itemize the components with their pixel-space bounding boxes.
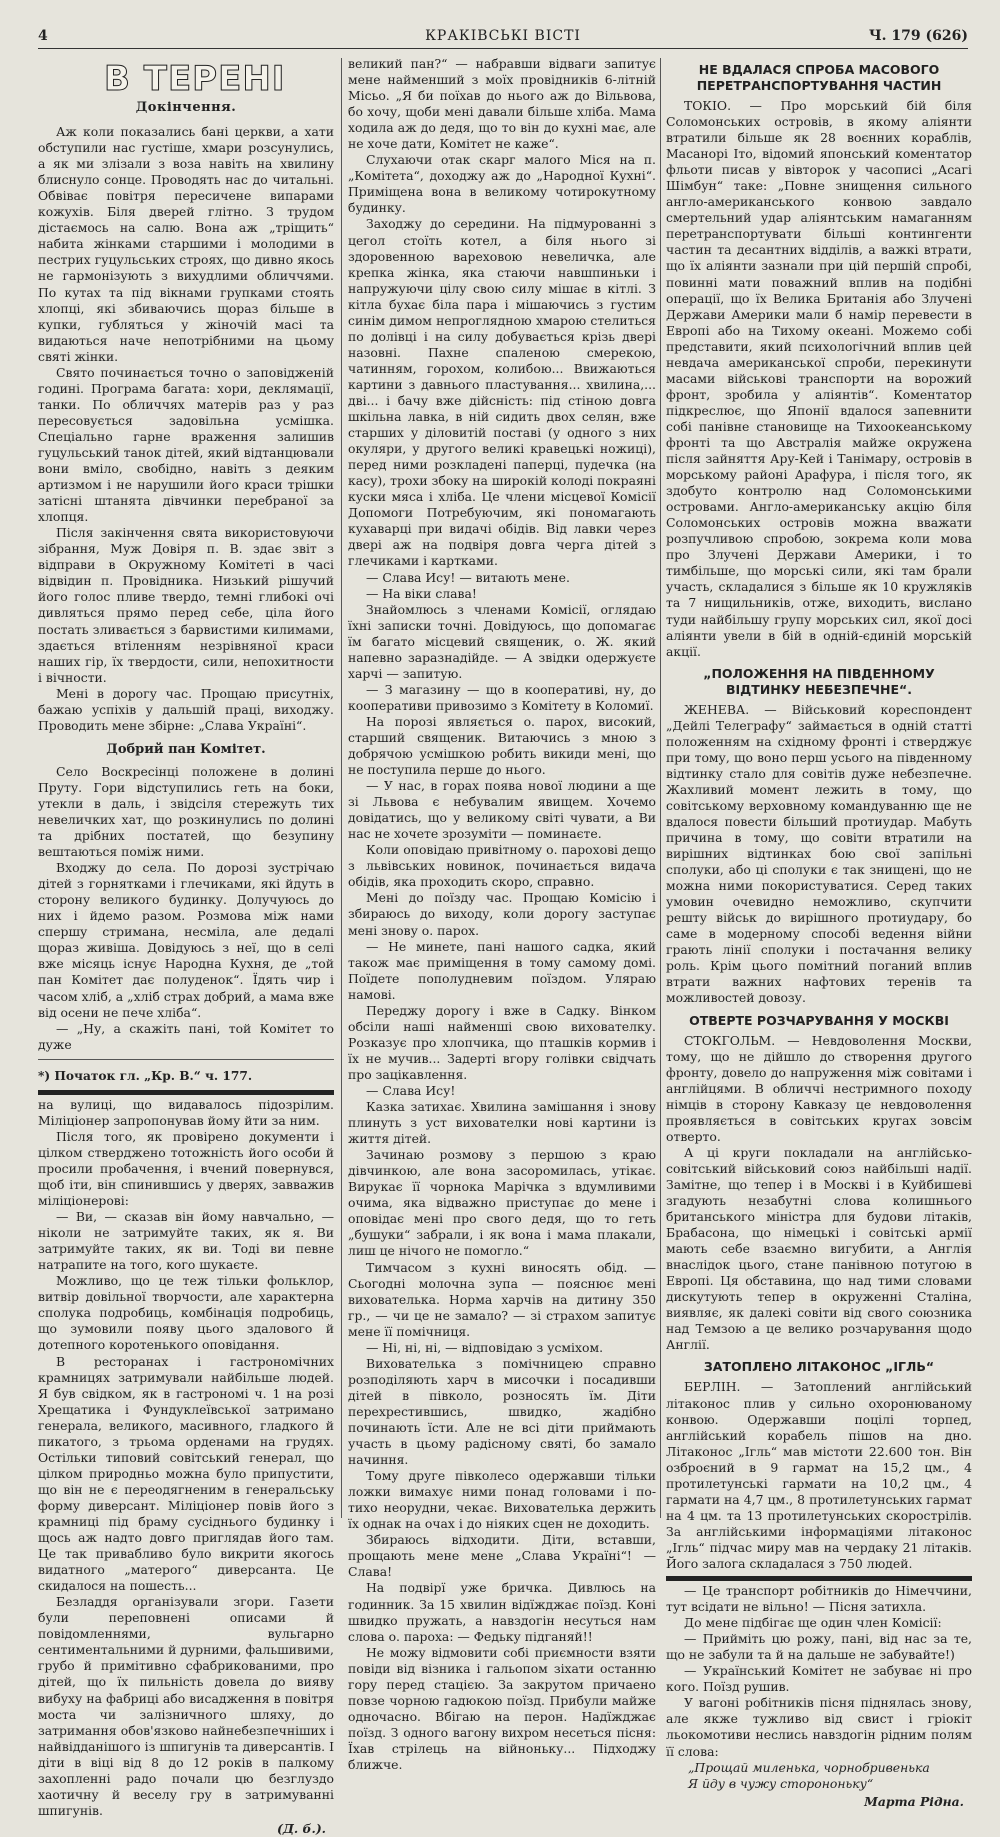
paragraph: — У нас, в горах поява нової людини а ще зі Львова є небувалим явищем. Хочемо довідатись, що у великому світі чувати, а Ви нас не хочете зрозуміти — поминаєте. [348, 778, 656, 842]
paragraph: На подвірї уже бричка. Дивлюсь на годинник. За 15 хвилин відїжджає поїзд. Коні швидко пружать, а навздогін несуться нам слова о. пароха: — Федьку підганяй!! [348, 1580, 656, 1644]
paragraph: Тимчасом з кухні виносять обід. — Сьогодні молочна зупа — пояснює мені вихователька. Норма харчів на дитину 350 гр., — чи це не замало? — зі страхом запитує мене її помічниця. [348, 1259, 656, 1339]
paragraph: — Це транспорт робітників до Німеччини, тут всідати не вільно! — Пісня затихла. [666, 1583, 972, 1615]
divider [38, 1059, 334, 1060]
paragraph: Можливо, що це теж тільки фольклор, витвір довільної творчости, але характерна сполука подробиць, комбінація подробиць, що зумовили появу цього здалового й дотепного коротенького оповідання. [38, 1273, 334, 1353]
paragraph: Безладдя організували згори. Газети були переповнені описами й повідомленнями, вульгарно сентиментальними й дурними, фальшивими, грубо й примітивно сфабрикованими, про дітей, що їх пильність довела до вияву вибуху на фабриці або висадження в повітря моста чи залізничного шляху, до затримання обов'язково найнебезпечніших і найвідданішого із шпигунів та диверсантів. І діти в віці від 8 до 12 років в палкому захопленні радо почали цю безглуздо хаотичну й веселу гру в затримуванні шпигунів. [38, 1594, 334, 1818]
column-divider [341, 58, 342, 1518]
paragraph: великий пан?“ — набравши відваги запитує мене найменший з моїх провідників 6-літній Місьо. „Я би поїхав до нього аж до Вільвова, бо хочу, щоби мені давали більше хліба. Мама ходила аж до дедя, що то він до кухні має, але не хоче дати, Комітет не каже“. [348, 56, 656, 152]
paragraph: Після закінчення свята використовуючи зібрання, Муж Довіря п. В. здає звіт з відправи в Окружному Комітеті в часі відвідин п. Провідника. Низький рішучий його голос пливе твердо, темні глибокі очі дивляться прямо перед себе, ціла його постать зливається з барвистими килимами, здається втіленням незрівняної краси наших гір, їх твердости, сили, непохитности і вічности. [38, 525, 334, 685]
paragraph: На порозі являється о. парох, високий, старший священик. Витаючись з мною з добрячою усмішкою робить викиди мені, що не поступила перше до нього. [348, 713, 656, 778]
newspaper-title: КРАКІВСЬКІ ВІСТІ [425, 28, 581, 44]
paragraph: ЖЕНЕВА. — Військовий кореспондент „Дейлі Телеграфу“ займається в одній статті положенням на східному фронті і стверджує при тому, що воно перш усього на південному відтинку стало для совітів дуже небезпечне. Жахливий момент лежить в тому, що совітському верховному командуванню ще не вдалося повести більший протиудар. Мабуть причина в тому, що совіти втратили на вирішних відтинках бою свої запільні сполуки, або ці сполуки є так знищені, що не можна ними покористуватися. Серед таких умовин очевидно неможливо, скупчити решту військ до вирішного протиудару, бо саме в модерному способі ведення війни грають лінії сполуки і постачання велику роль. Крім цього помітний поганий вплив втрати важних нафтових теренів та можливостей довозу. [666, 701, 972, 1006]
paragraph: У вагоні робітників пісня піднялась знову, але якже тужливо від свист і гріокіт льокомотиви неслись навздогін рідним полям її слова: [666, 1695, 972, 1759]
paragraph: на вулиці, що видавалось підозрілим. Міліціонер запропонував йому йти за ним. [38, 1096, 334, 1128]
masthead [38, 24, 968, 49]
issue-number: Ч. 179 (626) [868, 28, 968, 44]
article-headline: НЕ ВДАЛАСЯ СПРОБА МАСОВОГО ПЕРЕТРАНСПОРТУВАННЯ ЧАСТИН [696, 62, 942, 93]
article-title: В ТЕРЕНІ [104, 59, 286, 99]
paragraph: — Прийміть цю рожу, пані, від нас за те, що не забули та й на дальше не забувайте!) [666, 1631, 972, 1663]
column-2 [348, 56, 656, 1772]
paragraph: — З магазину — що в кооперативі, ну, до кооперативи привозимо з Комітету в Коломиї. [348, 681, 656, 713]
paragraph: Слухаючи отак скарг малого Міся на п. „Комітета“, доходжу аж до „Народної Кухні“. Приміщена вона в великому чотирокутному будинку. [348, 152, 656, 216]
paragraph: — Слава Ису! — витають мене. [366, 569, 570, 585]
column-1 [38, 56, 334, 1836]
paragraph: Коли оповідаю привітному о. парохові дещо з львівських новинок, починається видача обідів, яка проходить скоро, справно. [348, 842, 656, 890]
column-divider [660, 58, 661, 1518]
paragraph: — На віки слава! [366, 585, 477, 601]
paragraph: А ці круги покладали на англійсько-совітський військовий союз найбільші надії. Замітне, що тепер і в Москві і в Куйбишеві згадують незабутні слова колишнього британського міністра для будови літаків, Брабасона, що німецькі і совітські армії мають себе взаємно вигубити, а Англія внаслідок цього, стане панівною потугою в Европі. Ця обставина, що над тими словами дискутують тепер в окруженні Сталіна, виявляє, як далекі совіти від свого союзника над Темзою а це велико розчарування щодо Англії. [666, 1144, 972, 1353]
paragraph: В ресторанах і гастрономічних крамницях затримували найбільше людей. Я був свідком, як в гастрономі ч. 1 на розі Хрещатика і Фундуклеївської затримано генерала, великого, масивного, гладкого й пикатого, з трьома орденами на грудях. Остільки типовий совітський генерал, що цілком природньо можна було припустити, що він не є переодягненим в генеральську форму диверсант. Міліціонер повів його з крамниці під браму сусіднього будинку і щось аж надто довго приглядав його там. Це так привабливо було викрити якогось видатного „матерого“ диверсанта. Це скидалося на пошесть... [38, 1353, 334, 1594]
column-3 [666, 56, 972, 1809]
paragraph: — Ви, — сказав він йому навчально, — ніколи не затримуйте таких, як я. Ви затримуйте таких, як ви. Тоді ви певне натрапите на того, кого шукаєте. [38, 1209, 334, 1273]
paragraph: Аж коли показались бані церкви, а хати обступили нас густіше, хмари розсунулись, а як ми злізали з воза навіть на хвилину блиснуло сонце. Проводять нас до читальні. Обвіває повітря пересичене випарами кожухів. Біля дверей глітно. З трудом дістаємось на салю. Вона аж „тріщить“ набита жінками старшими і молодими в пестрих гуцульських строях, що дивно якось не гармонізують з вихудлими обличчями. По кутах та під вікнами групками стоять хлопці, які збиваючись щораз більше в купки, губляться у жіночій масі та видаються наче непотрібними на цьому святі жінки. [38, 124, 334, 364]
paragraph: Казка затихає. Хвилина замішання і знову плинуть з уст вихователки нові картини із життя дітей. [348, 1099, 656, 1147]
paragraph: Мені до поїзду час. Прощаю Комісію і збираюсь до виходу, коли дорогу заступає мені знову о. парох. [348, 890, 656, 938]
divider [38, 1090, 334, 1095]
paragraph: Входжу до села. По дорозі зустрічаю дітей з горнятками і глечиками, які йдуть в сторону великого будинку. Долучуюсь до них і йдемо разом. Розмова між нами спершу стримана, несміла, але дедалі щораз живіша. Довідуюсь з неї, що в селі вже місяць існує Народна Кухня, де „той пан Комітет дає полуденок“. Їдять чир і часом хліб, а „хліб страх добрий, а мама вже від осени не пече хліба“. [38, 860, 334, 1020]
article-subtitle: Докінчення. [135, 100, 237, 115]
article-headline: „ПОЛОЖЕННЯ НА ПІВДЕННОМУ ВІДТИНКУ НЕБЕЗПЕЧНЕ“. [703, 665, 935, 697]
paragraph: Свято починається точно о заповідженій годині. Програма багата: хори, деклямації, танки. По обличчях матерів раз у раз пересовується задовільна усмішка. Спеціально гарне враження залишив гуцульський танок дітей, який відтанцювали вони вміло, свобідно, навіть з деяким артизмом і не нарушили його краси трішки затісні штанята дівчинки перебраної за хлопця. [38, 364, 334, 525]
divider [666, 1576, 972, 1581]
paragraph: БЕРЛІН. — Затоплений англійський літаконос плив у сильно охоронюваному конвою. Одержавши поцілі торпед, англійський корабель пішов на дно. Літаконос „Ігль“ мав містоти 22.600 тон. Він озброєний в 9 гармат на 15,2 цм., 4 протилетунські гармати на 10,2 цм., 4 гармати на 4,7 цм., 8 протилетунських гармат на 4 цм. та 13 протилетунських скорострілів. За англійськими інформаціями літаконос „Ігль“ підчас миру мав на чердаку 21 літаків. Його залога складалася з 750 людей. [666, 1379, 972, 1571]
footnote: *) Початок гл. „Кр. В.“ ч. 177. [38, 1068, 253, 1083]
page-number: 4 [38, 28, 48, 44]
paragraph: — „Ну, а скажіть пані, той Комітет то дуже [38, 1020, 334, 1052]
paragraph: Переджу дорогу і вже в Садку. Вінком обсіли наші найменші свою вихователку. Розказує про хлопчика, що пташків кормив і їх не мучив... Задерті вгору голівки свідчать про зацікавлення. [348, 1002, 656, 1082]
paragraph: — Український Комітет не забуває ні про кого. Поїзд рушив. [666, 1663, 972, 1695]
paragraph: ТОКІО. — Про морський бій біля Соломонських островів, в якому аліянти втратили більше як 28 воєнних кораблів, Масанорі Іто, відомий японський коментатор фльоти писав у вівторок у часописі „Асагі Шімбун“ таке: „Повне знищення сильного англо-американського конвою завдало смертельний удар аліянтським намаганням перетранспортувати більші контингенти частин та десантних відділів, а важкі втрати, що їх аліянти зазнали при цій першій спробі, повинні мати поважний вплив на подібні операції, що їх Велика Британія або Злучені Держави Америки мали б намір перевести в Европі або на Тихому океані. Можемо собі представити, який психологічний вплив цей невдача американської спроби, перекинути масами військові транспорти на ворожий фронт, зробила у аліянтів“. Коментатор підкреслює, що Японії вдалося запевнити собі панівне становище на Тихоокеанському фронті та що Австралія майже окружена після зайняття Ару-Кей і Танімару, островів в морському районі Арафура, і після того, як здобуто контролю над Соломонськими островами. Англо-американську акцію біля Соломонських островів можна вважати розпучливою спробою, зокрема коли мова про Злучені Держави Америки, і то тимбільше, що морські сили, які там брали участь, складалися з більше як 10 кружляків та 7 нищильників, отже, виходить, вислано туди найбільшу групу морських сил, якої досі аліянти увели в бій в одній-єдиній морській акції. [666, 98, 972, 659]
paragraph: Зачинаю розмову з першою з краю дівчинкою, але вона засоромилась, утікає. Вирукає її чорнока Марічка з вдумливими очима, яка відважно приступає до мене і оповідає мені про свого дедя, що то геть „бушуки“ забрали, і як вона і мама плакали, лиш це нічого не помогло.“ [348, 1147, 656, 1259]
author-signature: Марта Рідна. [864, 1793, 964, 1809]
verse-line: Я йду в чужу сторононьку“ [688, 1775, 874, 1791]
verse-line: „Прощай миленька, чорнобривенька [688, 1759, 930, 1775]
paragraph: Не можу відмовити собі приємности взяти повіди від візника і гальопом зіхати останню гору перед стацією. За закрутом причаено повзе чорною гадюкою поїзд. Прибули майже одночасно. Вбігаю на перон. Надїжджає поїзд. З одного вагону вихром несеться пісня: Їхав стрілець на війноньку... Підходжу ближче. [348, 1644, 656, 1772]
paragraph: Мені в дорогу час. Прощаю присутніх, бажаю успіхів у дальшій праці, виходжу. Проводить мене збірне: „Слава Україні“. [38, 685, 334, 733]
paragraph: Заходжу до середини. На підмурованні з цегол стоїть котел, а біля нього зі здоровенною вареховою невеличка, але крепка жінка, яка стаючи навшпиньки і напружуючи цілу свою силу мішає в кітлі. З кітла бухає біла пара і мішаючись з густим синім димом непроглядною хмарою стелиться по долівці і на силу добувається крізь двері назовні. Пахне спаленою смерекою, чатинням, горохом, колибою... Ввижаються картини з давнього пластування... хвилина,... двi... і бачу вже дійсність: під стіною довга шкільна лавка, в ній сидить двох селян, вже старших у діловитій поставі (у одного з них окуляри, у другого великі кравецькі ножиці), перед ними розкладені паперці, пудечка (на касу), трохи збоку на широкій колоді покраяні куски мяса і хліба. Це члени місцевої Комісії Допомоги Потребуючим, які пономагають кухаварці при видачі обідів. Від лавки через двері аж на подвіря довга черга дітей з глечиками і картками. [348, 216, 656, 569]
paragraph: Тому друге півколесо одержавши тільки ложки вимахує ними понад головами і по-тихо неорудни, чекає. Вихователька держить їх однак на очах і до ніяких сцен не доходить. [348, 1468, 656, 1532]
continuation-mark: (Д. б.). [277, 1820, 326, 1836]
paragraph: Знайомлюсь з членами Комісії, оглядаю їхні записки точні. Довідуюсь, що допомагає їм багато місцевий священик, о. Ж. який напевно заразнадійде. — А звідки одержуєте харчі — запитую. [348, 601, 656, 681]
paragraph: Вихователька з помічницею справно розподіляють харч в мисочки і посадивши дітей в півколо, розносять їм. Діти перехрестившись, швидко, жадібно починають їсти. Але не всі діти приймають участь в цьому радісному святі, бо замало начиння. [348, 1355, 656, 1468]
paragraph: Село Воскресінці положене в долині Пруту. Гори відступились геть на боки, утекли в даль, і звідсіля стережуть тих невеличких хат, що розкинулись по долині та дрібних постатей, що безупину вештаються поміж ними. [38, 763, 334, 860]
paragraph: Збираюсь відходити. Діти, вставши, прощають мене мене „Слава Україні“! — Слава! [348, 1532, 656, 1580]
paragraph: — Слава Ису! [366, 1083, 456, 1098]
section-heading: Добрий пан Комітет. [106, 741, 266, 757]
paragraph: До мене підбігає ще один член Комісії: [684, 1615, 942, 1631]
paragraph: Після того, як провірено документи і цілком стверджено тотожність його особи й просили пробачення, і вчений повернувся, щоб іти, він спинившись у дверях, завважив міліціонерові: [38, 1128, 334, 1209]
paragraph: — Ні, ні, ні, — відповідаю з усміхом. [366, 1339, 604, 1355]
article-headline: ЗАТОПЛЕНО ЛІТАКОНОС „ІГЛЬ“ [703, 1359, 935, 1375]
paragraph: — Не минете, пані нашого садка, який також має приміщення в тому самому домі. Поїдете пополудневим поїздом. Уляраю намові. [348, 938, 656, 1002]
article-headline: ОТВЕРТЕ РОЗЧАРУВАННЯ У МОСКВІ [689, 1012, 949, 1028]
paragraph: СТОКГОЛЬМ. — Невдоволення Москви, тому, що не дійшло до створення другого фронту, довело до напруження між совітами і англійцями. В обличчі нестримного походу німців в сторону Кавказу це невдоволення проявляється в совітських кругах зовсім отверто. [666, 1032, 972, 1144]
